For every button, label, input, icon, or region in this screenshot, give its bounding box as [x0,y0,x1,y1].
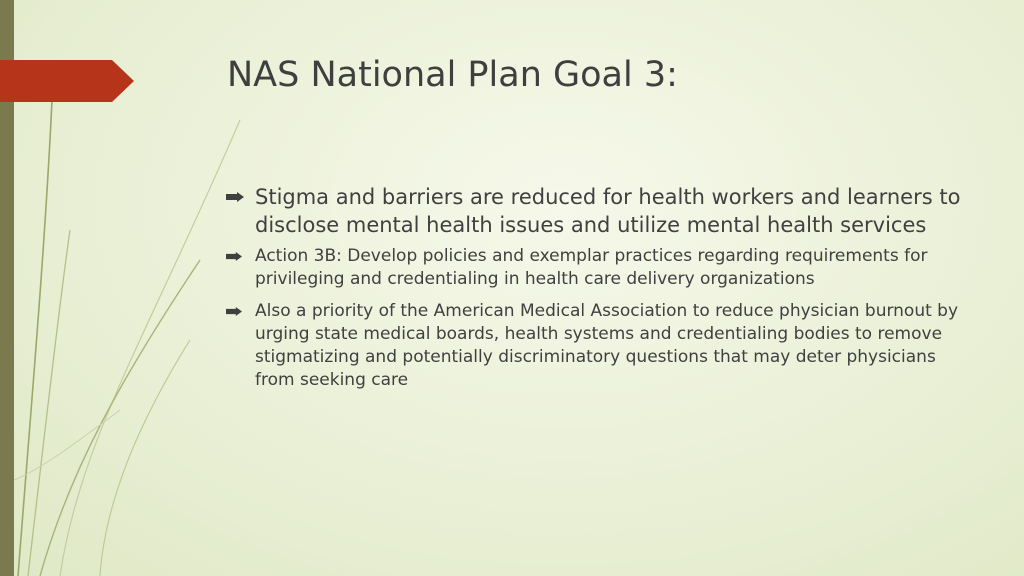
bullet-list [226,183,966,401]
bullet-item [226,245,966,291]
bullet-item [226,300,966,392]
bullet-item [226,183,966,239]
bullet-text: Also a priority of the American Medical Association to reduce physician burnout by urging state medical boards, health systems and credentialing bodies to remove stigmatizing and potentially discriminatory questions that may deter physicians from seeking care [255,301,959,390]
title-arrow-icon [0,60,134,102]
arrow-bullet-icon [226,307,242,316]
arrow-bullet-icon [226,252,242,261]
slide-title: NAS National Plan Goal 3: [227,55,678,95]
bullet-text: Stigma and barriers are reduced for health workers and learners to disclose mental health issues and utilize mental health services [255,185,961,237]
bullet-text: Action 3B: Develop policies and exemplar practices regarding requirements for privileging and credentialing in health care delivery organizations [255,246,928,289]
arrow-bullet-icon [226,192,244,202]
